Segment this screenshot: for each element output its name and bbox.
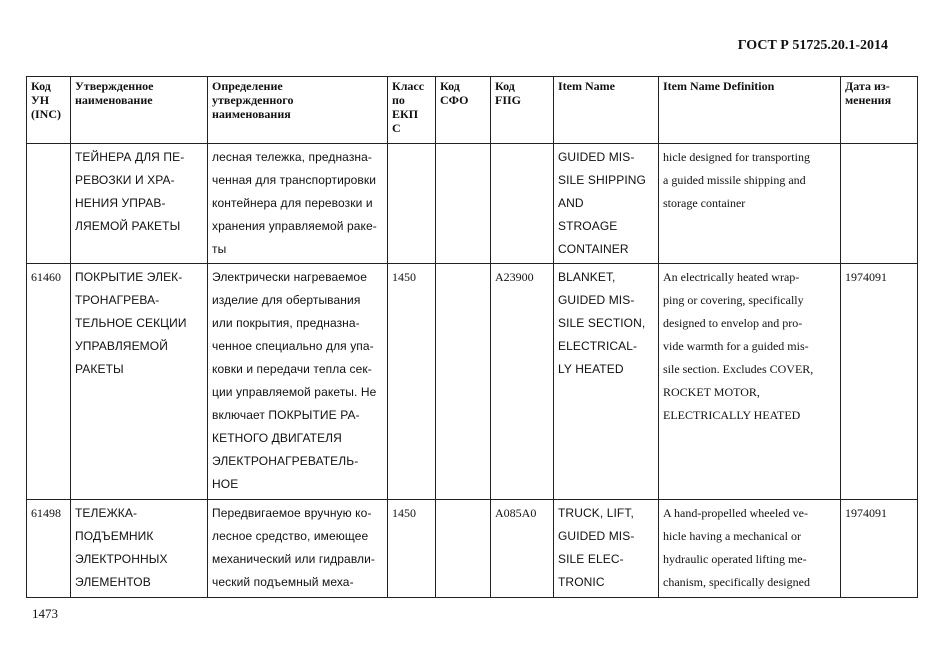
cell-approved-name: ТЕЛЕЖКА- ПОДЪЕМНИК ЭЛЕКТРОННЫХ ЭЛЕМЕНТОВ xyxy=(71,500,208,598)
cell-item-name: GUIDED MIS- SILE SHIPPING AND STROAGE CONTAINER xyxy=(554,144,659,264)
cell-class: 1450 xyxy=(388,264,436,500)
header-approved-name: Утвержденное наименование xyxy=(71,77,208,144)
table-row xyxy=(27,264,918,500)
cell-inc: 61460 xyxy=(27,264,71,500)
header-fiig: Код FIIG xyxy=(491,77,554,144)
cell-date xyxy=(841,144,918,264)
header-inc: Код УН (INC) xyxy=(27,77,71,144)
header-row xyxy=(27,77,918,144)
cell-definition: лесная тележка, предназна- ченная для транспортировки контейнера для перевозки и хранения управляемой раке- ты xyxy=(208,144,388,264)
header-definition: Определение утвержденного наименования xyxy=(208,77,388,144)
cell-sfo xyxy=(436,144,491,264)
cell-class xyxy=(388,144,436,264)
page-number: 1473 xyxy=(32,606,58,621)
cell-approved-name: ПОКРЫТИЕ ЭЛЕК- ТРОНАГРЕВА- ТЕЛЬНОЕ СЕКЦИИ УПРАВЛЯЕМОЙ РАКЕТЫ xyxy=(71,264,208,500)
header-item-definition: Item Name Definition xyxy=(659,77,841,144)
cell-definition: Электрически нагреваемое изделие для обертывания или покрытия, предназна- ченное специально для упа- ковки и передачи тепла сек- ции управляемой ракеты. Не включает ПОКРЫТИЕ РА- КЕТНОГО ДВИГАТЕЛЯ ЭЛЕКТРОНАГРЕВАТЕЛЬ- НОЕ xyxy=(208,264,388,500)
cell-inc: 61498 xyxy=(27,500,71,598)
cell-fiig: A23900 xyxy=(491,264,554,500)
cell-item-name: TRUCK, LIFT, GUIDED MIS- SILE ELEC- TRONIC xyxy=(554,500,659,598)
cell-date: 1974091 xyxy=(841,500,918,598)
cell-item-definition: hicle designed for transporting a guided missile shipping and storage container xyxy=(659,144,841,264)
cell-date: 1974091 xyxy=(841,264,918,500)
cell-inc xyxy=(27,144,71,264)
header-date: Дата из- менения xyxy=(841,77,918,144)
document-header: ГОСТ Р 51725.20.1-2014 xyxy=(737,38,888,53)
item-name-table xyxy=(26,76,918,598)
cell-fiig: A085A0 xyxy=(491,500,554,598)
header-sfo: Код СФО xyxy=(436,77,491,144)
cell-class: 1450 xyxy=(388,500,436,598)
header-item-name: Item Name xyxy=(554,77,659,144)
table-row xyxy=(27,500,918,598)
table-row xyxy=(27,144,918,264)
cell-item-definition: A hand-propelled wheeled ve- hicle having a mechanical or hydraulic operated lifting me- chanism, specifically designed xyxy=(659,500,841,598)
header-class: Класс по ЕКП С xyxy=(388,77,436,144)
cell-sfo xyxy=(436,500,491,598)
cell-fiig xyxy=(491,144,554,264)
cell-item-name: BLANKET, GUIDED MIS- SILE SECTION, ELECTRICAL- LY HEATED xyxy=(554,264,659,500)
cell-approved-name: ТЕЙНЕРА ДЛЯ ПЕ- РЕВОЗКИ И ХРА- НЕНИЯ УПРАВ- ЛЯЕМОЙ РАКЕТЫ xyxy=(71,144,208,264)
cell-definition: Передвигаемое вручную ко- лесное средство, имеющее механический или гидравли- ческий подъемный меха- xyxy=(208,500,388,598)
cell-item-definition: An electrically heated wrap- ping or covering, specifically designed to envelop and pro- vide warmth for a guided mis- sile section. Excludes COVER, ROCKET MOTOR, ELECTRICALLY HEATED xyxy=(659,264,841,500)
cell-sfo xyxy=(436,264,491,500)
